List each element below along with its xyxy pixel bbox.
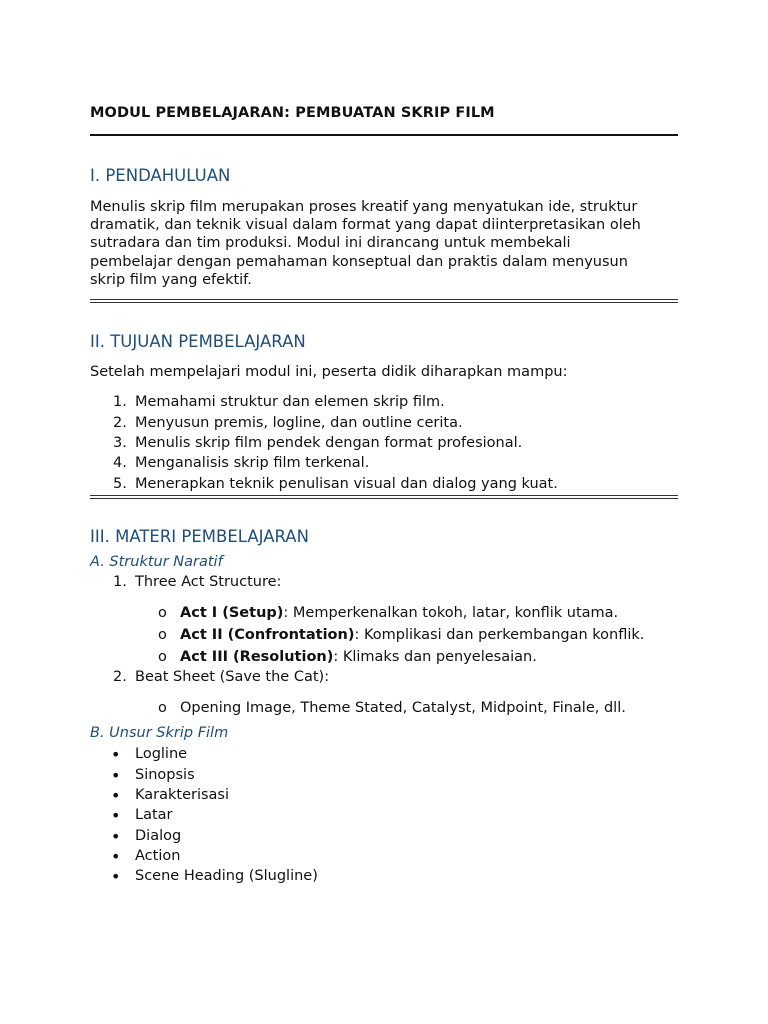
sub-list-item bbox=[180, 627, 644, 643]
list-item: Dialog bbox=[135, 828, 182, 844]
section-heading-pendahuluan: I. PENDAHULUAN bbox=[90, 166, 231, 185]
title-underline bbox=[90, 134, 678, 136]
list-item: Sinopsis bbox=[135, 767, 195, 783]
document-title: MODUL PEMBELAJARAN: PEMBUATAN SKRIP FILM bbox=[90, 105, 495, 121]
list-item: Memahami struktur dan elemen skrip film. bbox=[135, 394, 445, 410]
sub-bullet-marker: o bbox=[158, 627, 167, 643]
list-item: Action bbox=[135, 848, 181, 864]
section-heading-materi: III. MATERI PEMBELAJARAN bbox=[90, 527, 309, 546]
bullet-icon: • bbox=[111, 847, 121, 866]
bullet-icon: • bbox=[111, 745, 121, 764]
paragraph-line: dramatik, dan teknik visual dalam format yang dapat diinterpretasikan oleh bbox=[90, 217, 641, 234]
tujuan-intro: Setelah mempelajari modul ini, peserta didik diharapkan mampu: bbox=[90, 364, 568, 380]
section-divider bbox=[90, 495, 678, 499]
list-number: 5. bbox=[113, 476, 127, 492]
list-number: 1. bbox=[113, 394, 127, 410]
bullet-icon: • bbox=[111, 867, 121, 886]
list-number: 2. bbox=[113, 415, 127, 431]
list-item: Logline bbox=[135, 746, 188, 762]
term-description: : Klimaks dan penyelesaian. bbox=[333, 649, 537, 665]
paragraph-line: Menulis skrip film merupakan proses kreatif yang menyatukan ide, struktur bbox=[90, 199, 638, 215]
term-label: Act I (Setup) bbox=[180, 605, 284, 621]
term-label: Act II (Confrontation) bbox=[180, 627, 355, 643]
bullet-icon: • bbox=[111, 786, 121, 805]
list-item: Scene Heading (Slugline) bbox=[135, 868, 318, 884]
subheading-struktur-naratif: A. Struktur Naratif bbox=[90, 554, 223, 570]
paragraph-line: pembelajar dengan pemahaman konseptual dan praktis dalam menyusun bbox=[90, 253, 628, 270]
sub-bullet-marker: o bbox=[158, 649, 167, 665]
bullet-icon: • bbox=[111, 827, 121, 846]
list-item: Karakterisasi bbox=[135, 787, 230, 803]
sub-list-item bbox=[180, 649, 537, 665]
term-description: : Komplikasi dan perkembangan konflik. bbox=[354, 627, 645, 643]
section-heading-tujuan: II. TUJUAN PEMBELAJARAN bbox=[90, 332, 306, 351]
list-item: Beat Sheet (Save the Cat): bbox=[135, 669, 330, 685]
list-number: 2. bbox=[113, 669, 127, 685]
sub-bullet-marker: o bbox=[158, 605, 167, 621]
list-item: Three Act Structure: bbox=[135, 574, 282, 590]
sub-list-item: Opening Image, Theme Stated, Catalyst, Midpoint, Finale, dll. bbox=[180, 700, 626, 716]
list-item: Menerapkan teknik penulisan visual dan dialog yang kuat. bbox=[135, 476, 558, 492]
list-item: Menulis skrip film pendek dengan format profesional. bbox=[135, 435, 523, 451]
bullet-icon: • bbox=[111, 766, 121, 785]
list-number: 4. bbox=[113, 455, 127, 471]
term-description: : Memperkenalkan tokoh, latar, konflik utama. bbox=[283, 605, 619, 621]
term-label: Act III (Resolution) bbox=[180, 649, 334, 665]
paragraph-line: sutradara dan tim produksi. Modul ini dirancang untuk membekali bbox=[90, 235, 571, 252]
list-number: 3. bbox=[113, 435, 127, 451]
list-item: Menganalisis skrip film terkenal. bbox=[135, 455, 370, 471]
sub-list-item bbox=[180, 605, 618, 621]
bullet-icon: • bbox=[111, 806, 121, 825]
paragraph-line: skrip film yang efektif. bbox=[90, 271, 252, 288]
pendahuluan-paragraph bbox=[90, 198, 678, 289]
list-number: 1. bbox=[113, 574, 127, 590]
subheading-unsur-skrip: B. Unsur Skrip Film bbox=[90, 725, 229, 741]
list-item: Menyusun premis, logline, dan outline cerita. bbox=[135, 415, 463, 431]
list-item: Latar bbox=[135, 807, 173, 823]
sub-bullet-marker: o bbox=[158, 700, 167, 716]
section-divider bbox=[90, 299, 678, 303]
